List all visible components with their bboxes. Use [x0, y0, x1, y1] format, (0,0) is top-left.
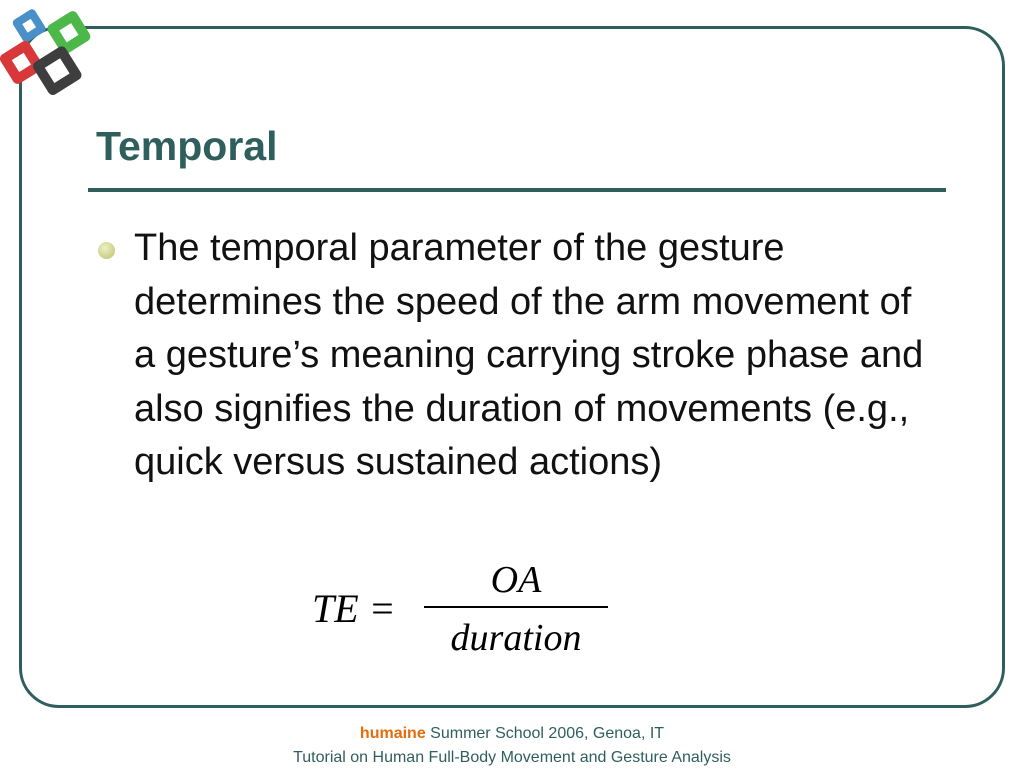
- formula: [300, 556, 630, 666]
- title-divider: [88, 188, 946, 192]
- footer-line-2: Tutorial on Human Full-Body Movement and Gesture Analysis: [293, 749, 731, 766]
- footer: [0, 722, 1024, 770]
- bullet-dot-icon: [98, 242, 115, 259]
- formula-lhs: TE =: [312, 586, 396, 631]
- footer-event: Summer School 2006, Genoa, IT: [425, 725, 665, 742]
- footer-line-1: [0, 722, 1024, 746]
- bullet-text: The temporal parameter of the gesture determines the speed of the arm movement of a gesture’s meaning carrying stroke phase and also signifies the duration of movements (e.g., quick versus sustained actions): [134, 227, 924, 483]
- formula-denominator: duration: [450, 617, 582, 659]
- humaine-logo-icon: [0, 0, 110, 104]
- footer-brand: humaine: [359, 725, 426, 742]
- formula-numerator: OA: [490, 559, 542, 601]
- slide-title: Temporal: [96, 123, 278, 169]
- fraction-bar: [424, 606, 608, 608]
